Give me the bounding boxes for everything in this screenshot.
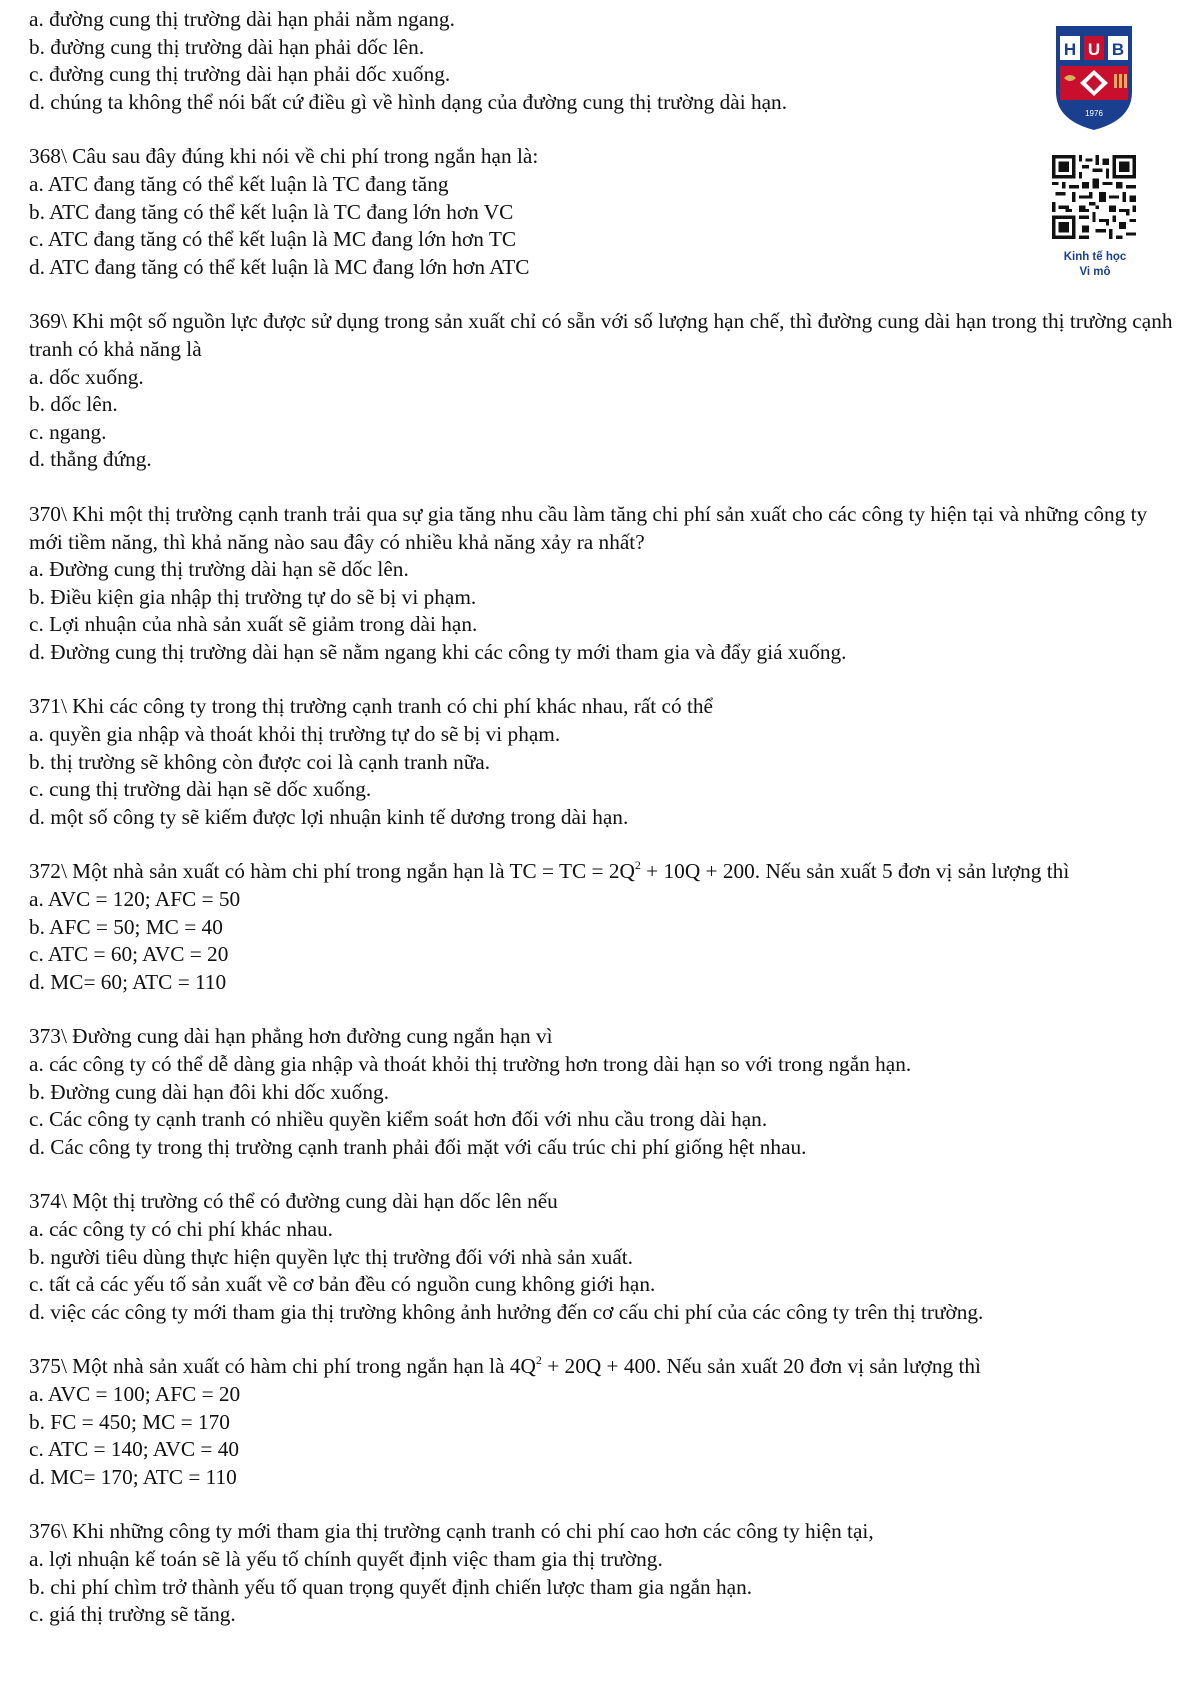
logo-year: 1976: [1085, 109, 1103, 118]
answer-option: b. dốc lên.: [29, 392, 118, 417]
question-369: [29, 308, 1179, 474]
stem-text: 375\ Một nhà sản xuất có hàm chi phí trong ngắn hạn là 4Q: [29, 1354, 536, 1379]
answer-option: d. ATC đang tăng có thể kết luận là MC đang lớn hơn ATC: [29, 254, 530, 279]
question-stem: 373\ Đường cung dài hạn phẳng hơn đường cung ngắn hạn vì: [29, 1024, 553, 1049]
question-375: [29, 1353, 1179, 1491]
question-376: [29, 1518, 1179, 1628]
caption-course: Vi mô: [1079, 266, 1111, 278]
answer-option: c. ATC = 60; AVC = 20: [29, 942, 229, 967]
answer-option: c. tất cả các yếu tố sản xuất về cơ bản đều có nguồn cung không giới hạn.: [29, 1272, 656, 1297]
answer-option: d. Đường cung thị trường dài hạn sẽ nằm ngang khi các công ty mới tham gia và đẩy giá xuống.: [29, 639, 847, 664]
answer-option: c. cung thị trường dài hạn sẽ dốc xuống.: [29, 777, 372, 802]
answer-option: d. MC= 170; ATC = 110: [29, 1464, 237, 1489]
stem-text: 372\ Một nhà sản xuất có hàm chi phí trong ngắn hạn là TC = TC = 2Q: [29, 859, 635, 884]
answer-option: b. thị trường sẽ không còn được coi là cạnh tranh nữa.: [29, 749, 491, 774]
answer-option: a. các công ty có chi phí khác nhau.: [29, 1216, 333, 1241]
question-374: [29, 1188, 1179, 1326]
question-stem: [29, 858, 1179, 886]
answer-option: a. Đường cung thị trường dài hạn sẽ dốc lên.: [29, 557, 409, 582]
previous-question-answers: [29, 6, 1179, 116]
answer-option: a. AVC = 120; AFC = 50: [29, 887, 241, 912]
logo-letter-h: H: [1063, 40, 1077, 59]
question-372: [29, 858, 1179, 996]
answer-option: b. ATC đang tăng có thể kết luận là TC đang lớn hơn VC: [29, 199, 514, 224]
answer-option: d. một số công ty sẽ kiếm được lợi nhuận kinh tế dương trong dài hạn.: [29, 804, 629, 829]
answer-option: a. lợi nhuận kế toán sẽ là yếu tố chính quyết định việc tham gia thị trường.: [29, 1546, 663, 1571]
answer-option: d. chúng ta không thể nói bất cứ điều gì về hình dạng của đường cung thị trường dài hạn.: [29, 89, 788, 114]
question-stem: 370\ Khi một thị trường cạnh tranh trải qua sự gia tăng nhu cầu làm tăng chi phí sản xuất cho các công ty hiện tại và những công ty mới tiềm năng, thì khả năng nào sau đây có nhiều khả năng xảy ra nhất?: [29, 501, 1148, 554]
logo-letter-b: B: [1111, 40, 1125, 59]
stem-text: + 20Q + 400. Nếu sản xuất 20 đơn vị sản lượng thì: [541, 1354, 981, 1379]
answer-option: a. đường cung thị trường dài hạn phải nằm ngang.: [29, 7, 455, 31]
answer-option: a. AVC = 100; AFC = 20: [29, 1381, 241, 1406]
answer-option: d. việc các công ty mới tham gia thị trường không ảnh hưởng đến cơ cấu chi phí của các công ty trên thị trường.: [29, 1299, 984, 1324]
question-stem: 371\ Khi các công ty trong thị trường cạnh tranh có chi phí khác nhau, rất có thể: [29, 694, 713, 719]
answer-option: a. các công ty có thể dễ dàng gia nhập và thoát khỏi thị trường hơn trong dài hạn so với trong ngắn hạn.: [29, 1052, 912, 1076]
answer-option: b. Đường cung dài hạn đôi khi dốc xuống.: [29, 1079, 389, 1104]
question-stem: [29, 1353, 1179, 1381]
question-stem: 374\ Một thị trường có thể có đường cung dài hạn dốc lên nếu: [29, 1189, 558, 1214]
question-stem: 369\ Khi một số nguồn lực được sử dụng trong sản xuất chỉ có sẵn với số lượng hạn chế, thì đường cung dài hạn trong thị trường cạnh tranh có khả năng là: [29, 309, 1173, 361]
answer-option: c. ATC = 140; AVC = 40: [29, 1437, 240, 1462]
answer-option: b. AFC = 50; MC = 40: [29, 914, 223, 939]
question-stem: 368\ Câu sau đây đúng khi nói về chi phí trong ngắn hạn là:: [29, 144, 539, 169]
question-stem: 376\ Khi những công ty mới tham gia thị trường cạnh tranh có chi phí cao hơn các công ty hiện tại,: [29, 1519, 874, 1544]
question-370: [29, 501, 1179, 667]
answer-option: b. Điều kiện gia nhập thị trường tự do sẽ bị vi phạm.: [29, 584, 477, 609]
document-page: [29, 6, 1179, 1656]
answer-option: c. ATC đang tăng có thể kết luận là MC đang lớn hơn TC: [29, 227, 517, 252]
answer-option: c. giá thị trường sẽ tăng.: [29, 1602, 236, 1627]
exponent: 2: [634, 858, 641, 873]
answer-option: c. đường cung thị trường dài hạn phải dốc xuống.: [29, 62, 451, 87]
answer-option: a. dốc xuống.: [29, 364, 144, 389]
logo-letter-u: U: [1087, 40, 1101, 59]
exponent: 2: [535, 1353, 542, 1368]
answer-option: d. Các công ty trong thị trường cạnh tranh phải đối mặt với cấu trúc chi phí giống hệt nhau.: [29, 1134, 807, 1159]
answer-option: b. FC = 450; MC = 170: [29, 1409, 230, 1434]
answer-option: c. Lợi nhuận của nhà sản xuất sẽ giảm trong dài hạn.: [29, 612, 478, 637]
question-368: [29, 143, 1179, 281]
answer-option: b. người tiêu dùng thực hiện quyền lực thị trường đối với nhà sản xuất.: [29, 1244, 634, 1269]
caption-subject: Kinh tế học: [1063, 251, 1127, 263]
answer-option: a. ATC đang tăng có thể kết luận là TC đang tăng: [29, 171, 449, 196]
answer-option: c. Các công ty cạnh tranh có nhiều quyền kiểm soát hơn đối với nhu cầu trong dài hạn.: [29, 1107, 768, 1132]
answer-option: c. ngang.: [29, 419, 107, 444]
answer-option: a. quyền gia nhập và thoát khỏi thị trường tự do sẽ bị vi phạm.: [29, 722, 561, 747]
question-373: [29, 1023, 1179, 1161]
answer-option: d. MC= 60; ATC = 110: [29, 969, 227, 994]
question-371: [29, 693, 1179, 831]
stem-text: + 10Q + 200. Nếu sản xuất 5 đơn vị sản lượng thì: [640, 859, 1070, 884]
answer-option: d. thẳng đứng.: [29, 447, 152, 472]
answer-option: b. chi phí chìm trở thành yếu tố quan trọng quyết định chiến lược tham gia ngắn hạn.: [29, 1574, 753, 1599]
answer-option: b. đường cung thị trường dài hạn phải dốc lên.: [29, 34, 425, 59]
